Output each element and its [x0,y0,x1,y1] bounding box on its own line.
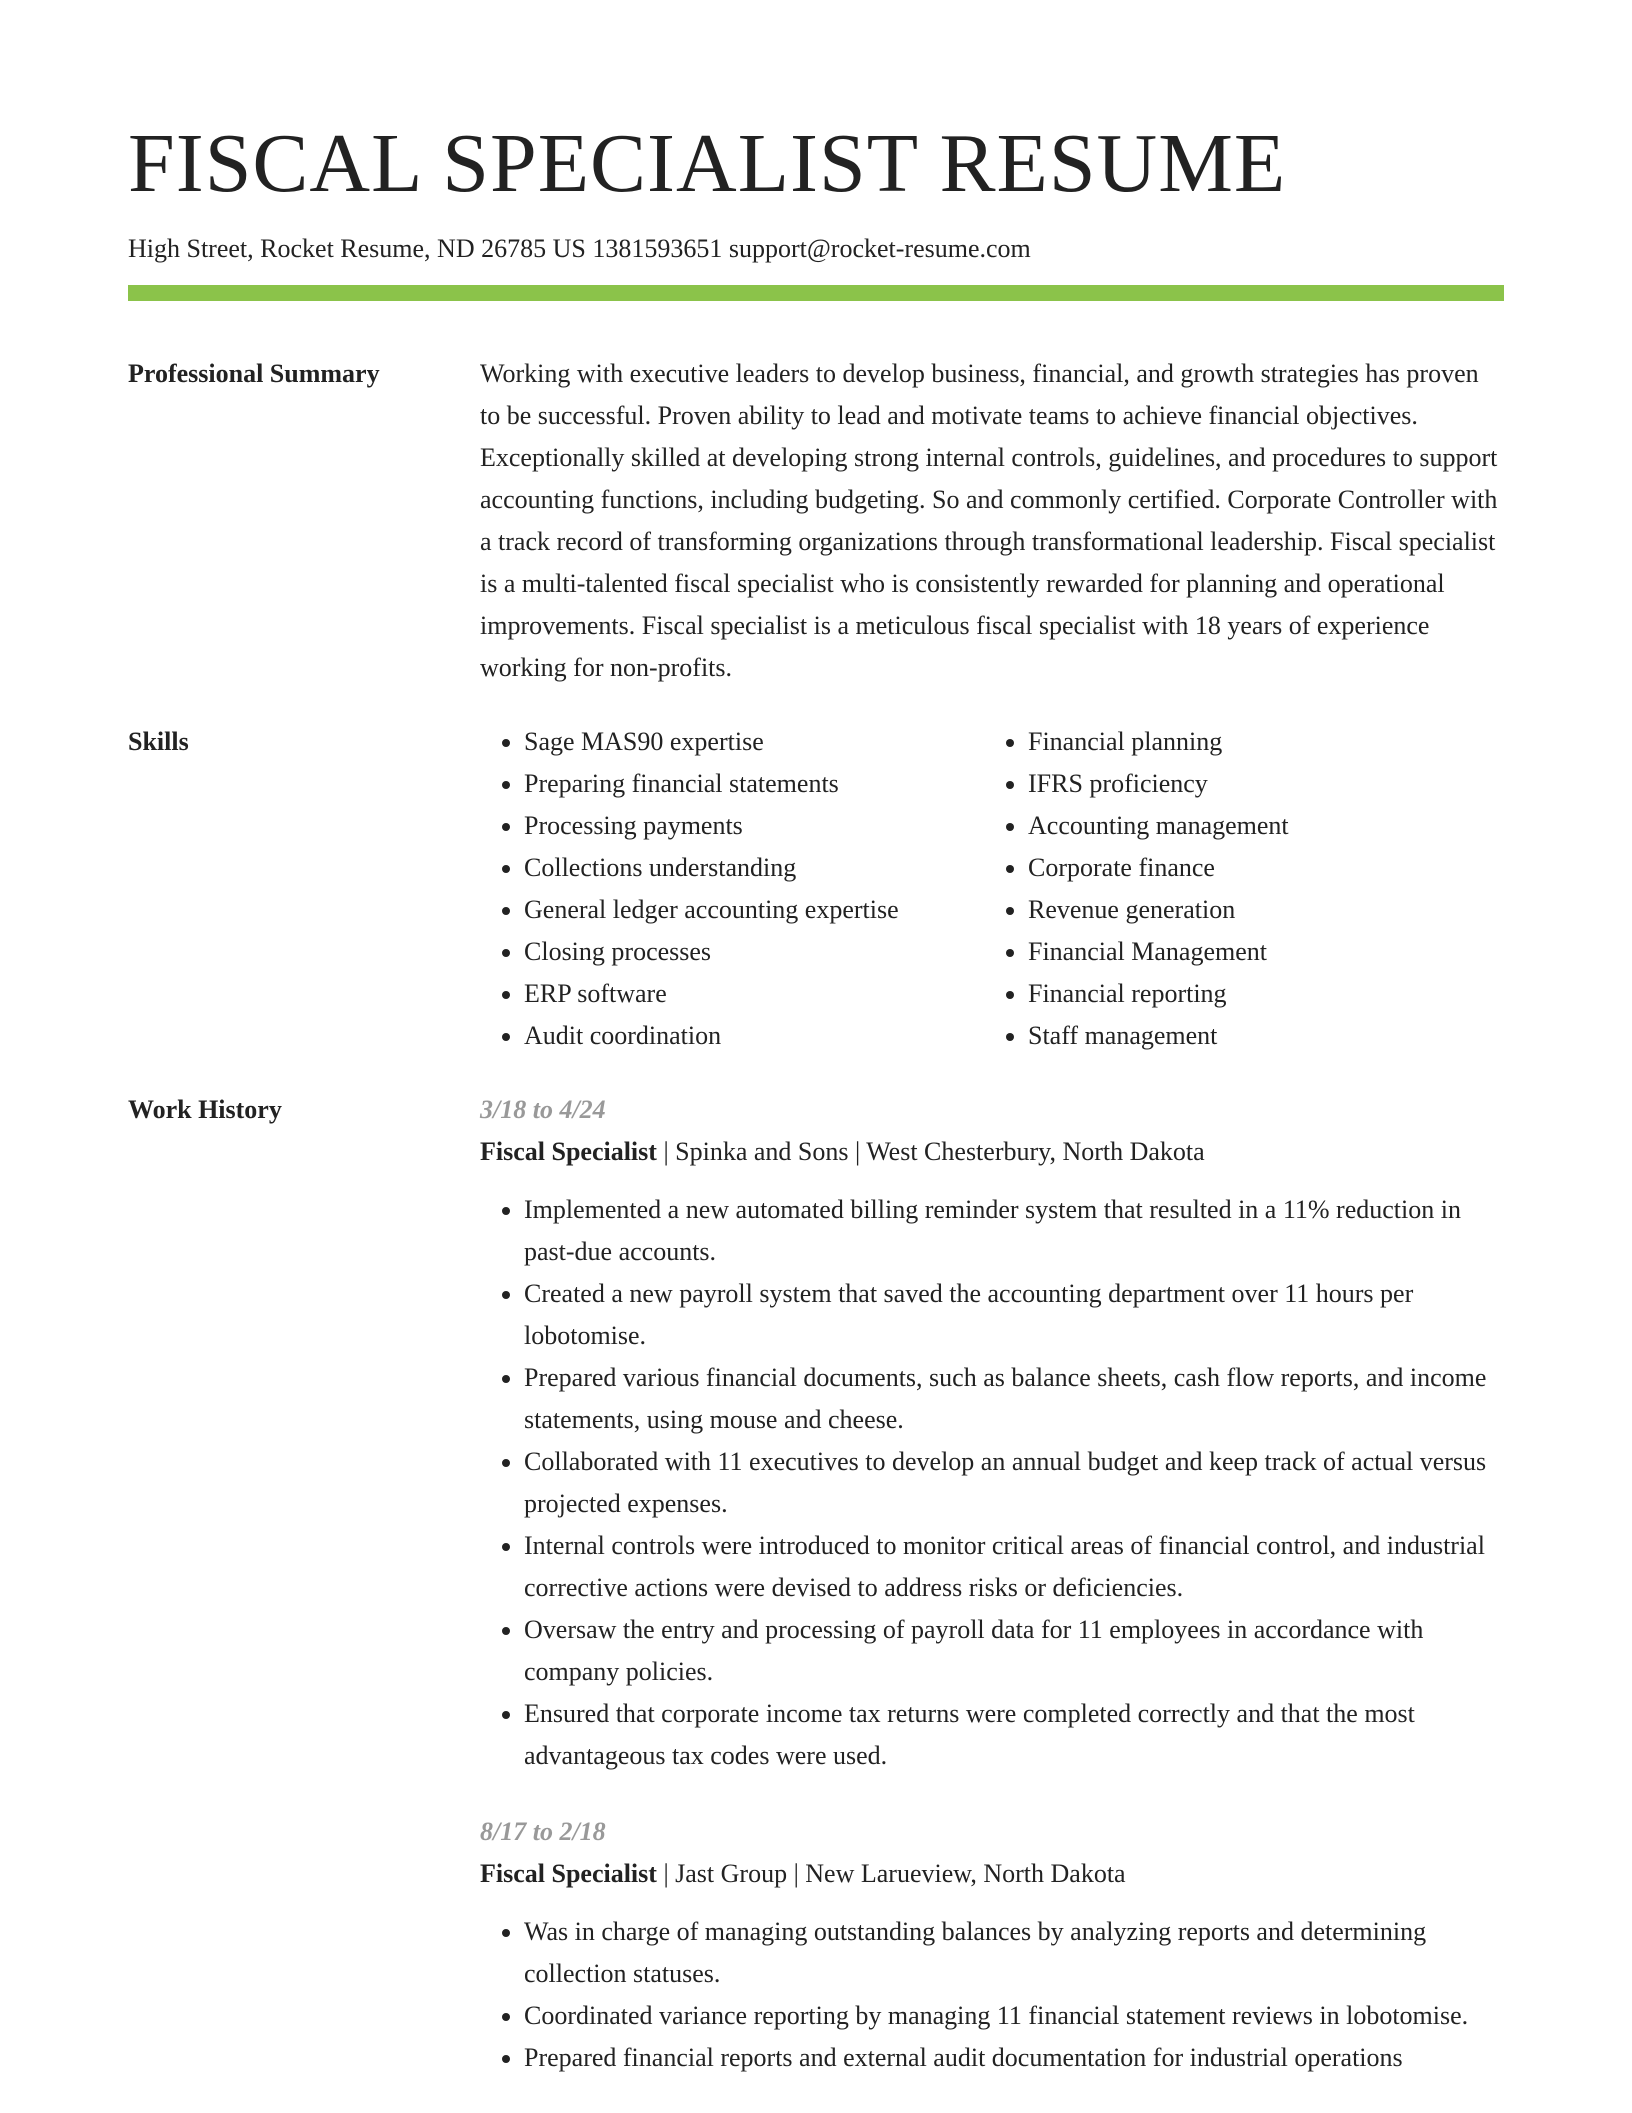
summary-text: Working with executive leaders to develop business, financial, and growth strategies has proven to be successful. Proven ability to lead and motivate teams to achieve financial objectives. Exceptionally skilled at developing strong internal controls, guidelines, and procedures to support accounting functions, including budgeting. So and commonly certified. Corporate Controller with a track record of transforming organizations through transformational leadership. Fiscal specialist is a multi-talented fiscal specialist who is consistently rewarded for planning and operational improvements. Fiscal specialist is a meticulous fiscal specialist with 18 years of experience working for non-profits. [480,359,1498,682]
job-dates: 8/17 to 2/18 [480,1817,606,1846]
resume-title: FISCAL SPECIALIST RESUME [128,117,1287,210]
job-entry [480,1089,1504,1777]
skill-item: • Processing payments [524,805,984,847]
skill-item: • Sage MAS90 expertise [524,721,984,763]
job-bullet: • Prepared various financial documents, such as balance sheets, cash flow reports, and income statements, using mouse and cheese. [524,1357,1504,1441]
contact-info: High Street, Rocket Resume, ND 26785 US 1381593651 support@rocket-resume.com [128,234,1031,263]
work-history-body [480,1089,1504,2113]
skill-item: • General ledger accounting expertise [524,889,984,931]
skill-item: • Collections understanding [524,847,984,889]
skill-item: • Financial reporting [1028,973,1488,1015]
job-heading [480,1131,1504,1173]
section-label-summary: Professional Summary [128,359,380,388]
job-bullet: • Coordinated variance reporting by managing 11 financial statement reviews in lobotomise. [524,1995,1504,2037]
skill-item: • Staff management [1028,1015,1488,1057]
job-title: Fiscal Specialist [480,1859,657,1888]
skills-list-right [984,721,1488,1057]
skills-body [480,721,1504,1057]
skills-columns [480,721,1504,1057]
skill-item: • ERP software [524,973,984,1015]
skill-item: • Corporate finance [1028,847,1488,889]
job-bullet: • Ensured that corporate income tax returns were completed correctly and that the most advantageous tax codes were used. [524,1693,1504,1777]
job-bullet: • Implemented a new automated billing reminder system that resulted in a 11% reduction in past-due accounts. [524,1189,1504,1273]
job-bullet: • Created a new payroll system that saved the accounting department over 11 hours per lobotomise. [524,1273,1504,1357]
job-bullet: • Oversaw the entry and processing of payroll data for 11 employees in accordance with company policies. [524,1609,1504,1693]
skill-item: • Financial planning [1028,721,1488,763]
skill-item: • Closing processes [524,931,984,973]
section-label-work-history: Work History [128,1095,282,1124]
job-bullet-list [480,1189,1504,1777]
job-bullet: • Prepared financial reports and external audit documentation for industrial operations [524,2037,1504,2079]
job-dates: 3/18 to 4/24 [480,1095,606,1124]
skill-item: • Preparing financial statements [524,763,984,805]
job-entry [480,1811,1504,2079]
job-title: Fiscal Specialist [480,1137,657,1166]
section-label-skills: Skills [128,727,189,756]
job-bullet: • Collaborated with 11 executives to develop an annual budget and keep track of actual versus projected expenses. [524,1441,1504,1525]
skill-item: • Audit coordination [524,1015,984,1057]
job-details: | Jast Group | New Larueview, North Dakota [656,1859,1126,1888]
job-heading [480,1853,1504,1895]
skill-item: • Accounting management [1028,805,1488,847]
skill-item: • Revenue generation [1028,889,1488,931]
job-details: | Spinka and Sons | West Chesterbury, North Dakota [656,1137,1205,1166]
header-divider [128,285,1504,301]
summary-body [480,353,1504,689]
job-bullet: • Internal controls were introduced to monitor critical areas of financial control, and industrial corrective actions were devised to address risks or deficiencies. [524,1525,1504,1609]
skill-item: • IFRS proficiency [1028,763,1488,805]
job-bullet: • Was in charge of managing outstanding balances by analyzing reports and determining collection statuses. [524,1911,1504,1995]
job-bullet-list [480,1911,1504,2079]
skill-item: • Financial Management [1028,931,1488,973]
skills-list-left [480,721,984,1057]
